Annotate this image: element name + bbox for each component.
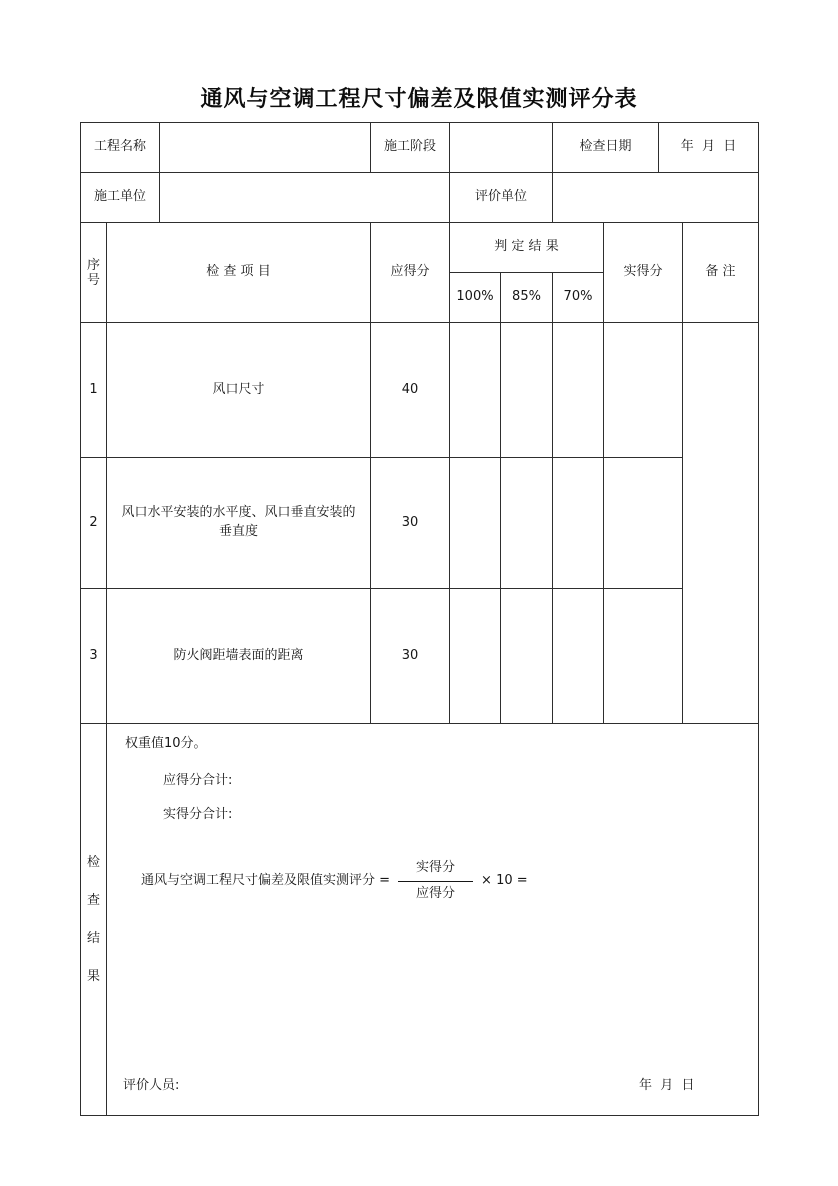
row3-deserved-score: 30 [370,588,450,724]
row1-judge-85-cell [500,322,553,458]
stage-label: 施工阶段 [370,122,450,173]
check-date-label: 检查日期 [552,122,659,173]
row2-deserved-score: 30 [370,457,450,589]
evaluation-date: 年 月 日 [639,1078,695,1093]
row3-judge-70-cell [552,588,604,724]
judge-col-85: 85% [500,272,553,323]
row2-judge-85-cell [500,457,553,589]
row3-actual-score-cell [603,588,683,724]
score-formula [141,858,528,905]
row1-judge-100-cell [449,322,501,458]
row1-deserved-score: 40 [370,322,450,458]
check-result-content-cell [106,723,759,1116]
form-table [80,122,759,1116]
check-result-side-text: 检查结果 [86,854,100,984]
fraction-numerator: 实得分 [398,858,473,882]
row2-actual-score-cell [603,457,683,589]
project-name-value-cell [159,122,371,173]
row3-item: 防火阀距墙表面的距离 [106,588,371,724]
row1-item: 风口尺寸 [106,322,371,458]
formula-prefix: 通风与空调工程尺寸偏差及限值实测评分 = [141,872,391,888]
check-result-side-header [80,723,107,1116]
row1-seq: 1 [80,322,107,458]
row2-item: 风口水平安装的水平度、风口垂直安装的垂直度 [106,457,371,589]
formula-fraction [398,858,473,905]
check-date-value-cell: 年 月 日 [658,122,759,173]
row2-seq: 2 [80,457,107,589]
seq-column-header [80,222,107,323]
evaluation-unit-label: 评价单位 [449,172,553,223]
row2-judge-70-cell [552,457,604,589]
remark-header: 备 注 [682,222,759,323]
row1-actual-score-cell [603,322,683,458]
row3-seq: 3 [80,588,107,724]
builder-value-cell [159,172,450,223]
item-column-header: 检 查 项 目 [106,222,371,323]
evaluator-label: 评价人员: [123,1078,180,1093]
formula-suffix: × 10 = [481,872,528,888]
fraction-denominator: 应得分 [416,885,456,901]
weight-note: 权重值10分。 [125,736,207,751]
judge-col-70: 70% [552,272,604,323]
judge-col-100: 100% [449,272,501,323]
stage-value-cell [449,122,553,173]
row2-judge-100-cell [449,457,501,589]
deserved-score-header: 应得分 [370,222,450,323]
builder-label: 施工单位 [80,172,160,223]
project-name-label: 工程名称 [80,122,160,173]
deserved-total-label: 应得分合计: [163,773,233,788]
page-title: 通风与空调工程尺寸偏差及限值实测评分表 [200,87,638,112]
row3-judge-100-cell [449,588,501,724]
remark-merged-cell [682,322,759,724]
row3-judge-85-cell [500,588,553,724]
row1-judge-70-cell [552,322,604,458]
judge-result-header: 判 定 结 果 [449,222,604,273]
seq-header-text: 序号 [86,257,100,288]
evaluation-unit-value-cell [552,172,759,223]
actual-total-label: 实得分合计: [163,807,233,822]
actual-score-header: 实得分 [603,222,683,323]
